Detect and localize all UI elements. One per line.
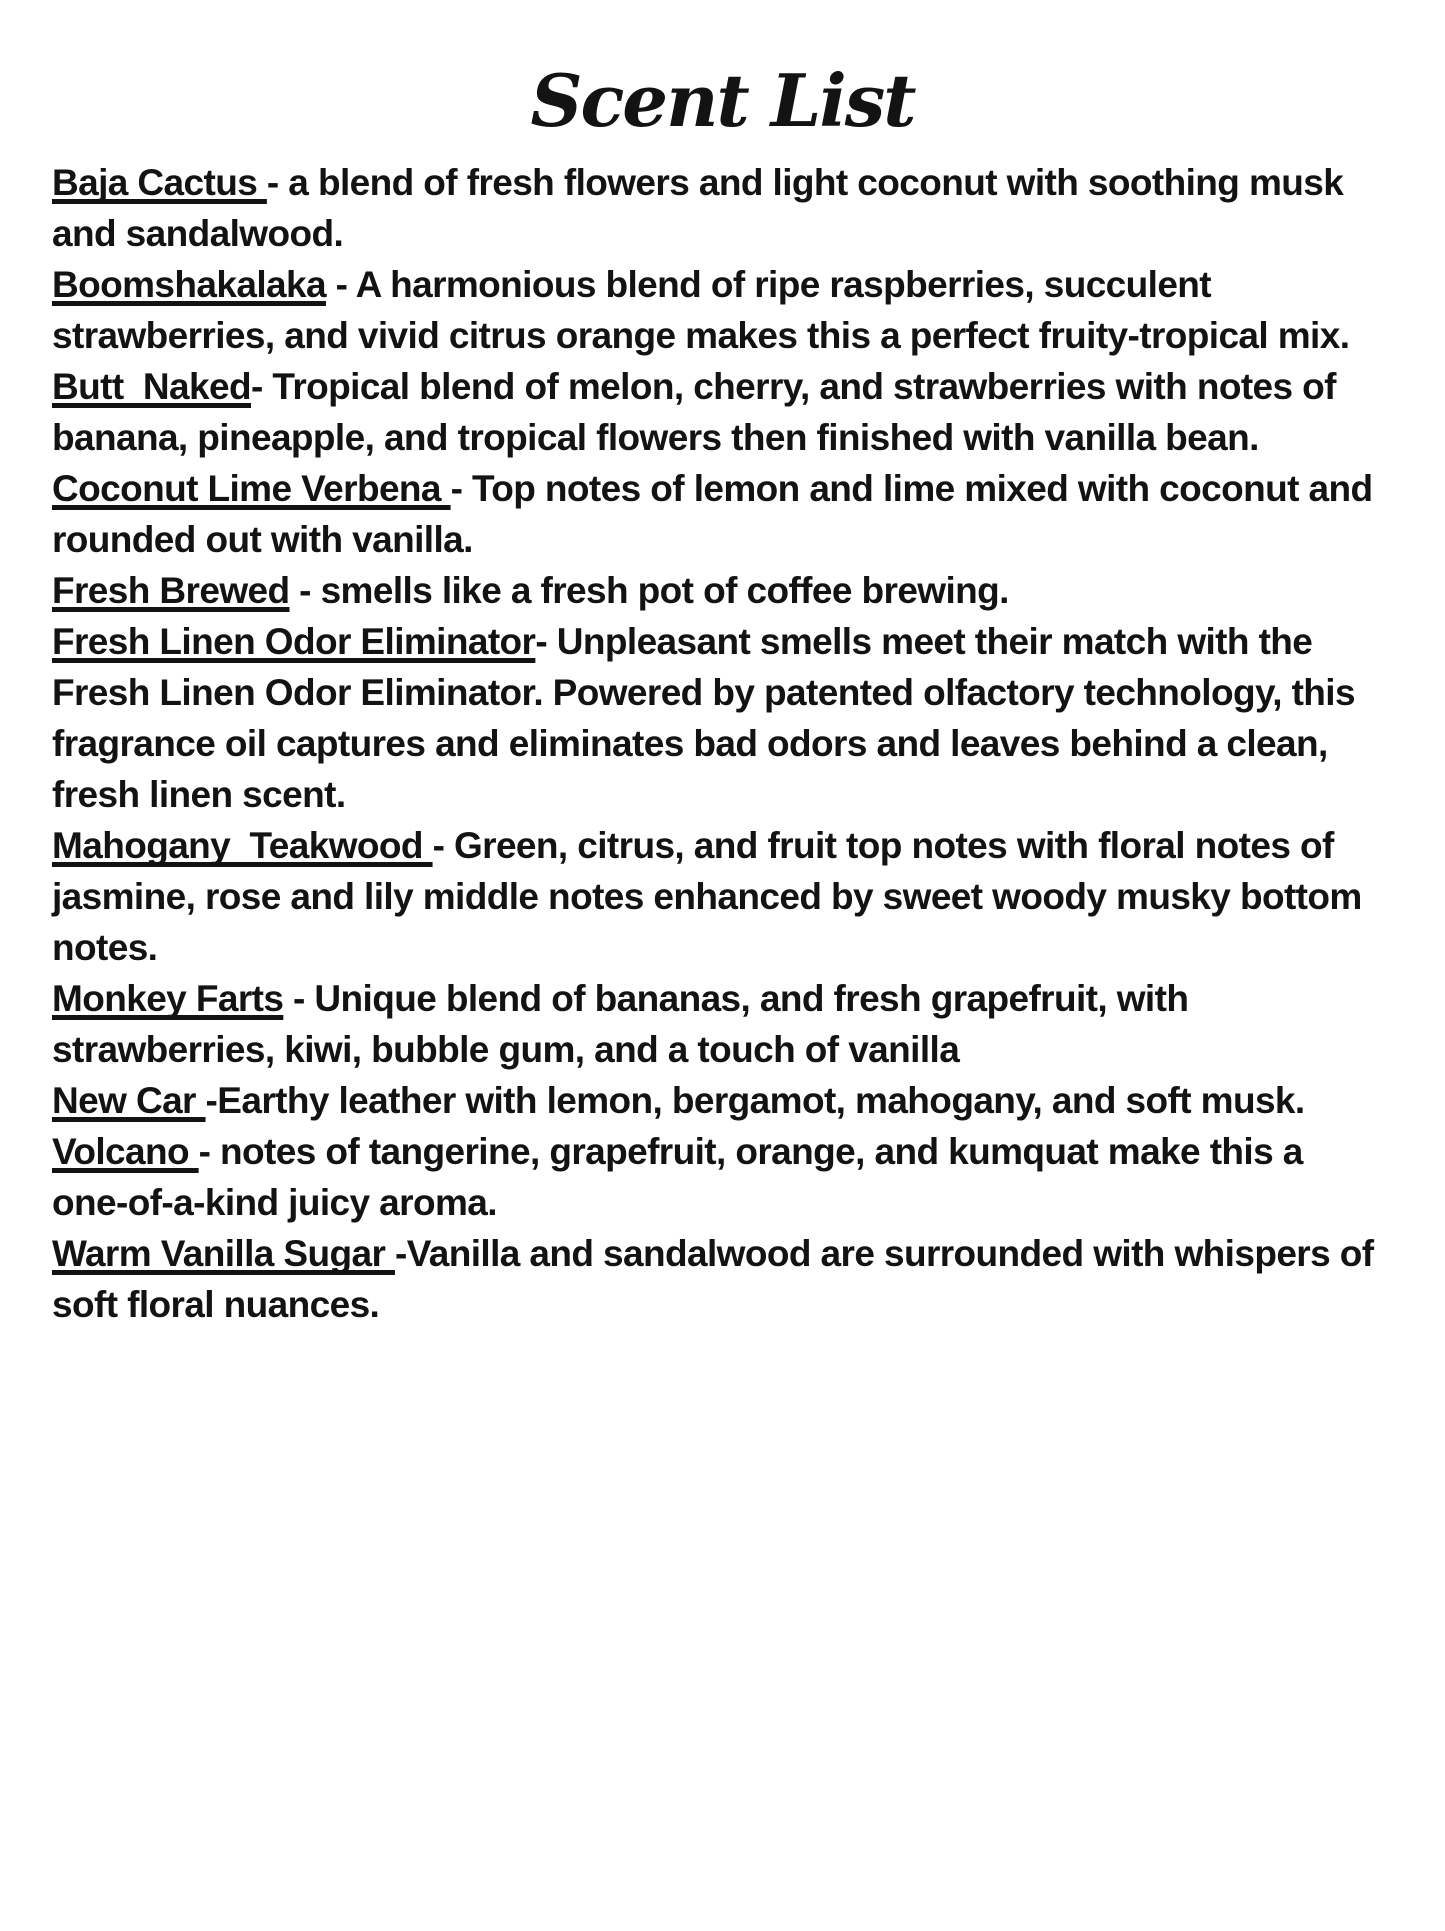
scent-entry [52, 1228, 1387, 1330]
scent-name: Fresh Brewed [52, 569, 290, 611]
scent-description: - Green, citrus, and fruit top notes with floral notes of jasmine, rose and lily middle notes enhanced by sweet woody musky bottom notes. [52, 824, 1372, 968]
scent-entry [52, 973, 1387, 1075]
scent-name: Butt Naked [52, 365, 251, 407]
scent-entry [52, 157, 1387, 259]
scent-entry [52, 1075, 1387, 1126]
scent-description: - Top notes of lemon and lime mixed with coconut and rounded out with vanilla. [52, 467, 1383, 560]
scent-entry [52, 1126, 1387, 1228]
scent-description: - Tropical blend of melon, cherry, and strawberries with notes of banana, pineapple, and tropical flowers then finished with vanilla bean. [52, 365, 1346, 458]
scent-description: - smells like a fresh pot of coffee brewing. [289, 569, 1009, 611]
scent-description: - Unique blend of bananas, and fresh grapefruit, with strawberries, kiwi, bubble gum, and a touch of vanilla [52, 977, 1199, 1070]
scent-entry [52, 565, 1387, 616]
scent-description: -Earthy leather with lemon, bergamot, mahogany, and soft musk. [205, 1079, 1305, 1121]
scent-name: Warm Vanilla Sugar [52, 1232, 395, 1274]
scent-description: - notes of tangerine, grapefruit, orange, and kumquat make this a one-of-a-kind juicy aroma. [52, 1130, 1313, 1223]
scent-description: - a blend of fresh flowers and light coconut with soothing musk and sandalwood. [52, 161, 1353, 254]
scent-entry [52, 259, 1387, 361]
scent-description: -Vanilla and sandalwood are surrounded with whispers of soft floral nuances. [52, 1232, 1384, 1325]
scent-name: Fresh Linen Odor Eliminator [52, 620, 536, 662]
scent-entry [52, 616, 1387, 820]
scent-name: Boomshakalaka [52, 263, 326, 305]
scent-name: New Car [52, 1079, 206, 1121]
scent-name: Coconut Lime Verbena [52, 467, 451, 509]
scent-entry [52, 361, 1387, 463]
scent-name: Baja Cactus [52, 161, 267, 203]
scent-list [52, 157, 1387, 1330]
document-page [0, 60, 1445, 1931]
scent-description: - A harmonious blend of ripe raspberries, succulent strawberries, and vivid citrus orange makes this a perfect fruity-tropical mix. [52, 263, 1350, 356]
scent-entry [52, 463, 1387, 565]
scent-name: Mahogany Teakwood [52, 824, 433, 866]
scent-description: - Unpleasant smells meet their match with the Fresh Linen Odor Eliminator. Powered by patented olfactory technology, this fragrance oil captures and eliminates bad odors and leaves behind a clean, fresh linen scent. [52, 620, 1365, 815]
scent-name: Volcano [52, 1130, 199, 1172]
scent-entry [52, 820, 1387, 973]
page-title: Scent List [530, 58, 915, 143]
scent-name: Monkey Farts [52, 977, 284, 1019]
